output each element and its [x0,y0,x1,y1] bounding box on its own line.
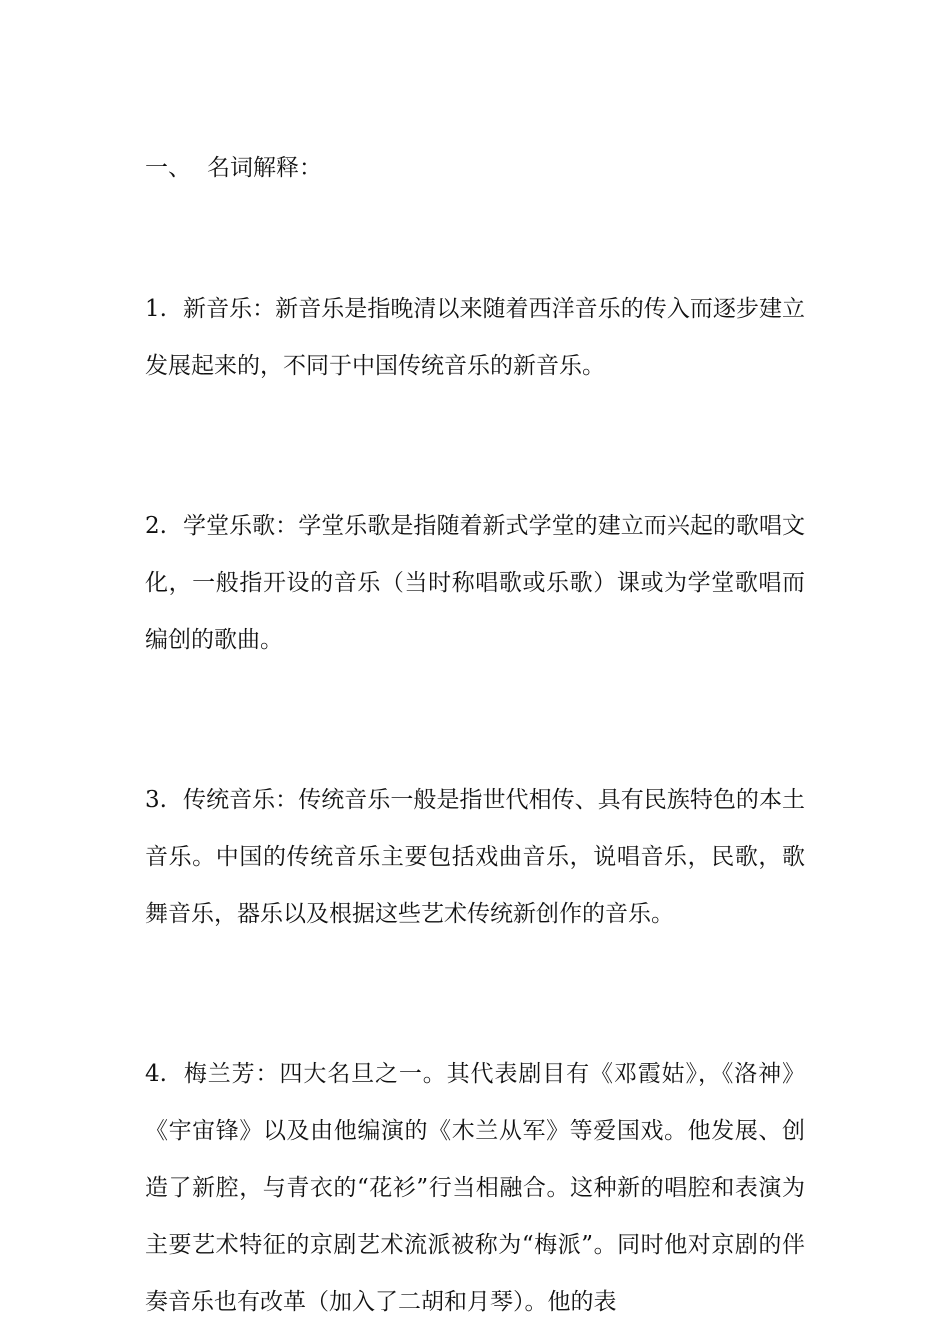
term-number: 4. [145,1061,167,1087]
term-definition: 梅兰芳：四大名旦之一。其代表剧目有《邓霞姑》，《洛神》《宇宙锋》以及由他编演的《木兰从军》等爱国戏。他发展、创造了新腔，与青衣的“花衫”行当相融合。这种新的唱腔和表演为主要艺术特征的京剧艺术流派被称为“梅派”。同时他对京剧的伴奏音乐也有改革（加入了二胡和月琴）。他的表 [145,1061,805,1315]
term-paragraph-new-music [145,281,805,395]
term-paragraph-school-songs [145,498,805,669]
term-paragraph-traditional-music [145,772,805,943]
term-definition: 新音乐：新音乐是指晚清以来随着西洋音乐的传入而逐步建立发展起来的，不同于中国传统音乐的新音乐。 [145,296,805,379]
section-number: 一、 [145,155,191,181]
term-paragraph-mei-lanfang [145,1046,805,1331]
document-body [145,145,805,1331]
term-number: 3. [145,787,167,813]
term-number: 1. [145,296,167,322]
section-title: 名词解释： [207,155,322,181]
term-definition: 传统音乐：传统音乐一般是指世代相传、具有民族特色的本土音乐。中国的传统音乐主要包括戏曲音乐，说唱音乐，民歌，歌舞音乐，器乐以及根据这些艺术传统新创作的音乐。 [145,787,805,927]
term-definition: 学堂乐歌：学堂乐歌是指随着新式学堂的建立而兴起的歌唱文化，一般指开设的音乐（当时称唱歌或乐歌）课或为学堂歌唱而编创的歌曲。 [145,513,805,653]
section-heading [145,145,805,191]
term-number: 2. [145,513,167,539]
